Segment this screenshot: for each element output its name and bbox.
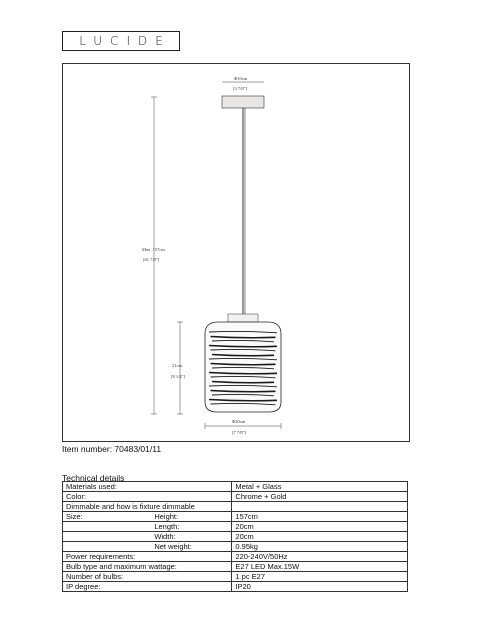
brand-logo: [62, 31, 180, 51]
spec-row: [63, 582, 408, 592]
shade-height-dim-label: 21cm: [172, 363, 182, 368]
spec-value: 1 pc E27: [232, 572, 408, 582]
spec-row: [63, 532, 408, 542]
shade-neck: [228, 314, 258, 322]
technical-details-table: [62, 481, 408, 592]
spec-value: IP20: [232, 582, 408, 592]
spec-row: [63, 562, 408, 572]
technical-details-title: Technical details: [62, 473, 125, 483]
brand-logo-text: LUCIDE: [79, 34, 171, 48]
shade-height-dim-inch-label: [8 1/4"]: [171, 374, 185, 379]
spec-row: [63, 492, 408, 502]
spec-value: Metal + Glass: [232, 482, 408, 492]
spec-value: 157cm: [232, 512, 408, 522]
spec-value: 0.95kg: [232, 542, 408, 552]
spec-row: [63, 542, 408, 552]
spec-label: [63, 522, 152, 532]
spec-sublabel: Height:: [151, 512, 232, 522]
spec-value: 20cm: [232, 532, 408, 542]
spec-value: 220-240V/50Hz: [232, 552, 408, 562]
shade-width-dim-inch-label: [7 7/8"]: [232, 430, 246, 435]
spec-sublabel: [151, 552, 232, 562]
spec-row: [63, 502, 408, 512]
spec-label: IP degree:: [63, 582, 152, 592]
spec-row: [63, 482, 408, 492]
spec-sublabel: Width:: [151, 532, 232, 542]
height-dim-inch-label: [61 7/8"]: [143, 257, 160, 262]
spec-sublabel: Net weight:: [151, 542, 232, 552]
spec-sublabel: [151, 582, 232, 592]
height-dim-label: Max. 157cm: [142, 247, 165, 252]
spec-label: Materials used:: [63, 482, 152, 492]
spec-value: E27 LED Max.15W: [232, 562, 408, 572]
spec-label: Bulb type and maximum wattage:: [63, 562, 152, 572]
spec-label: Dimmable and how is fixture dimmable: [63, 502, 152, 512]
spec-row: [63, 512, 408, 522]
spec-value: [232, 502, 408, 512]
spec-label: Size:: [63, 512, 152, 522]
spec-label: Color:: [63, 492, 152, 502]
spec-row: [63, 572, 408, 582]
canopy-shape: [222, 96, 264, 108]
item-number: Item number: 70483/01/11: [62, 444, 162, 454]
spec-value: Chrome + Gold: [232, 492, 408, 502]
spec-row: [63, 552, 408, 562]
spec-label: [63, 542, 152, 552]
spec-sublabel: [151, 492, 232, 502]
lamp-drawing: [63, 64, 409, 441]
spec-row: [63, 522, 408, 532]
technical-drawing: [62, 63, 410, 442]
canopy-dim-label: Φ10cm: [234, 76, 248, 81]
spec-label: Number of bulbs:: [63, 572, 152, 582]
spec-value: 20cm: [232, 522, 408, 532]
spec-sublabel: [151, 482, 232, 492]
spec-sublabel: [151, 572, 232, 582]
spec-label: [63, 532, 152, 542]
spec-sublabel: Length:: [151, 522, 232, 532]
spec-label: Power requirements:: [63, 552, 152, 562]
shade-width-dim-label: Φ20cm: [232, 419, 246, 424]
canopy-dim-inch-label: [3 7/8"]: [233, 86, 247, 91]
